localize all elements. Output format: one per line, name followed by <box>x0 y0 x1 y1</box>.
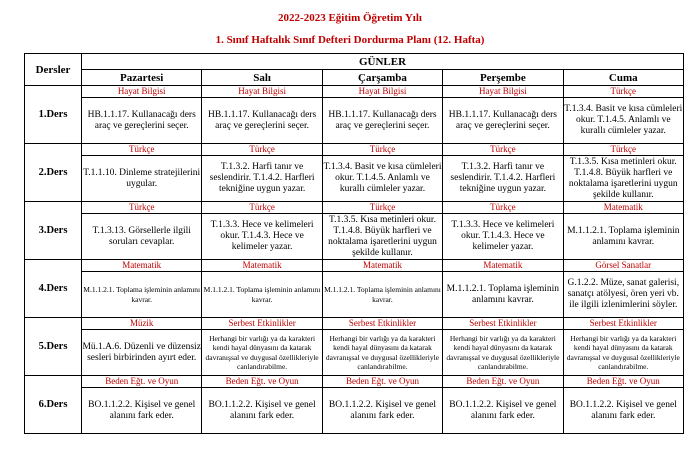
objective-sali: Herhangi bir varlığı ya da karakteri kendi hayal dünyasını da katarak davranışsal ve duygusal özellikleriyle canlandırabilme. <box>202 330 322 376</box>
objective-cuma: T.1.3.5. Kısa metinleri okur. T.1.4.8. Büyük harfleri ve noktalama işaretlerini uygun şekilde kullanır. <box>563 156 683 202</box>
lesson-row <box>25 86 684 98</box>
lesson-row <box>25 202 684 214</box>
objective-carsamba: Herhangi bir varlığı ya da karakteri kendi hayal dünyasını da katarak davranışsal ve duygusal özellikleriyle canlandırabilme. <box>322 330 442 376</box>
objective-carsamba: T.1.3.5. Kısa metinleri okur. T.1.4.8. Büyük harfleri ve noktalama işaretlerini uygun şekilde kullanır. <box>322 214 442 260</box>
lesson-row-detail <box>25 156 684 202</box>
objective-carsamba: HB.1.1.17. Kullanacağı ders araç ve gereçlerini seçer. <box>322 98 442 144</box>
subject-carsamba: Serbest Etkinlikler <box>322 318 442 330</box>
objective-pazartesi: HB.1.1.17. Kullanacağı ders araç ve gereçlerini seçer. <box>82 98 202 144</box>
objective-cuma: M.1.1.2.1. Toplama işleminin anlamını kavrar. <box>563 214 683 260</box>
objective-pazartesi: M.1.1.2.1. Toplama işleminin anlamını kavrar. <box>82 272 202 318</box>
subject-cuma: Görsel Sanatlar <box>563 260 683 272</box>
subject-persembe: Türkçe <box>443 202 563 214</box>
day-header-persembe: Perşembe <box>443 70 563 86</box>
objective-cuma: T.1.3.4. Basit ve kısa cümleleri okur. T.1.4.5. Anlamlı ve kurallı cümleler yazar. <box>563 98 683 144</box>
lesson-row <box>25 260 684 272</box>
objective-pazartesi: Mü.1.A.6. Düzenli ve düzensiz sesleri birbirinden ayırt eder. <box>82 330 202 376</box>
objective-carsamba: BO.1.1.2.2. Kişisel ve genel alanını fark eder. <box>322 388 442 434</box>
weekly-plan-table <box>24 53 684 434</box>
objective-cuma: BO.1.1.2.2. Kişisel ve genel alanını fark eder. <box>563 388 683 434</box>
subject-sali: Türkçe <box>202 144 322 156</box>
subject-sali: Serbest Etkinlikler <box>202 318 322 330</box>
lesson-label: 6.Ders <box>25 376 82 434</box>
day-header-carsamba: Çarşamba <box>322 70 442 86</box>
subject-persembe: Türkçe <box>443 144 563 156</box>
objective-cuma: G.1.2.2. Müze, sanat galerisi, sanatçı atölyesi, ören yeri vb. ile ilgili izlenimlerini söyler. <box>563 272 683 318</box>
gunler-header: GÜNLER <box>82 54 684 70</box>
objective-sali: M.1.1.2.1. Toplama işleminin anlamını kavrar. <box>202 272 322 318</box>
lesson-label: 2.Ders <box>25 144 82 202</box>
lesson-row <box>25 144 684 156</box>
objective-carsamba: T.1.3.4. Basit ve kısa cümleleri okur. T.1.4.5. Anlamlı ve kurallı cümleler yazar. <box>322 156 442 202</box>
subject-pazartesi: Türkçe <box>82 202 202 214</box>
lesson-label: 4.Ders <box>25 260 82 318</box>
objective-sali: T.1.3.3. Hece ve kelimeleri okur. T.1.4.3. Hece ve kelimeler yazar. <box>202 214 322 260</box>
objective-persembe: HB.1.1.17. Kullanacağı ders araç ve gereçlerini seçer. <box>443 98 563 144</box>
subject-cuma: Matematik <box>563 202 683 214</box>
subject-carsamba: Türkçe <box>322 144 442 156</box>
objective-pazartesi: BO.1.1.2.2. Kişisel ve genel alanını fark eder. <box>82 388 202 434</box>
subject-cuma: Türkçe <box>563 86 683 98</box>
subject-sali: Matematik <box>202 260 322 272</box>
day-header-cuma: Cuma <box>563 70 683 86</box>
subject-carsamba: Hayat Bilgisi <box>322 86 442 98</box>
objective-persembe: T.1.3.2. Harfi tanır ve seslendirir. T.1.4.2. Harfleri tekniğine uygun yazar. <box>443 156 563 202</box>
subject-persembe: Serbest Etkinlikler <box>443 318 563 330</box>
subject-cuma: Türkçe <box>563 144 683 156</box>
subject-carsamba: Beden Eğt. ve Oyun <box>322 376 442 388</box>
objective-pazartesi: T.1.3.13. Görsellerle ilgili soruları cevaplar. <box>82 214 202 260</box>
subject-pazartesi: Matematik <box>82 260 202 272</box>
objective-persembe: Herhangi bir varlığı ya da karakteri kendi hayal dünyasını da katarak davranışsal ve duygusal özellikleriyle canlandırabilme. <box>443 330 563 376</box>
objective-persembe: M.1.1.2.1. Toplama işleminin anlamını kavrar. <box>443 272 563 318</box>
subject-persembe: Hayat Bilgisi <box>443 86 563 98</box>
subject-pazartesi: Hayat Bilgisi <box>82 86 202 98</box>
lesson-row-detail <box>25 330 684 376</box>
day-header-sali: Salı <box>202 70 322 86</box>
lesson-row-detail <box>25 272 684 318</box>
subject-cuma: Serbest Etkinlikler <box>563 318 683 330</box>
lesson-row <box>25 376 684 388</box>
document-title: 2022-2023 Eğitim Öğretim Yılı <box>278 12 422 24</box>
objective-carsamba: M.1.1.2.1. Toplama işleminin anlamını kavrar. <box>322 272 442 318</box>
objective-persembe: BO.1.1.2.2. Kişisel ve genel alanını fark eder. <box>443 388 563 434</box>
subject-sali: Hayat Bilgisi <box>202 86 322 98</box>
lesson-row-detail <box>25 98 684 144</box>
subject-sali: Beden Eğt. ve Oyun <box>202 376 322 388</box>
subject-pazartesi: Beden Eğt. ve Oyun <box>82 376 202 388</box>
lesson-label: 3.Ders <box>25 202 82 260</box>
subject-persembe: Beden Eğt. ve Oyun <box>443 376 563 388</box>
subject-pazartesi: Müzik <box>82 318 202 330</box>
objective-sali: T.1.3.2. Harfi tanır ve seslendirir. T.1.4.2. Harfleri tekniğine uygun yazar. <box>202 156 322 202</box>
subject-persembe: Matematik <box>443 260 563 272</box>
subject-carsamba: Türkçe <box>322 202 442 214</box>
lesson-label: 1.Ders <box>25 86 82 144</box>
document-subtitle: 1. Sınıf Haftalık Sınıf Defteri Dordurma Planı (12. Hafta) <box>215 34 485 46</box>
dersler-header: Dersler <box>25 54 82 86</box>
subject-sali: Türkçe <box>202 202 322 214</box>
subject-pazartesi: Türkçe <box>82 144 202 156</box>
day-header-pazartesi: Pazartesi <box>82 70 202 86</box>
objective-pazartesi: T.1.1.10. Dinleme stratejilerini uygular. <box>82 156 202 202</box>
lesson-row <box>25 318 684 330</box>
objective-cuma: Herhangi bir varlığı ya da karakteri kendi hayal dünyasını da katarak davranışsal ve duygusal özellikleriyle canlandırabilme. <box>563 330 683 376</box>
objective-persembe: T.1.3.3. Hece ve kelimeleri okur. T.1.4.3. Hece ve kelimeler yazar. <box>443 214 563 260</box>
objective-sali: HB.1.1.17. Kullanacağı ders araç ve gereçlerini seçer. <box>202 98 322 144</box>
subject-carsamba: Matematik <box>322 260 442 272</box>
lesson-label: 5.Ders <box>25 318 82 376</box>
objective-sali: BO.1.1.2.2. Kişisel ve genel alanını fark eder. <box>202 388 322 434</box>
lesson-row-detail <box>25 214 684 260</box>
plan-body <box>25 86 684 434</box>
subject-cuma: Beden Eğt. ve Oyun <box>563 376 683 388</box>
lesson-row-detail <box>25 388 684 434</box>
